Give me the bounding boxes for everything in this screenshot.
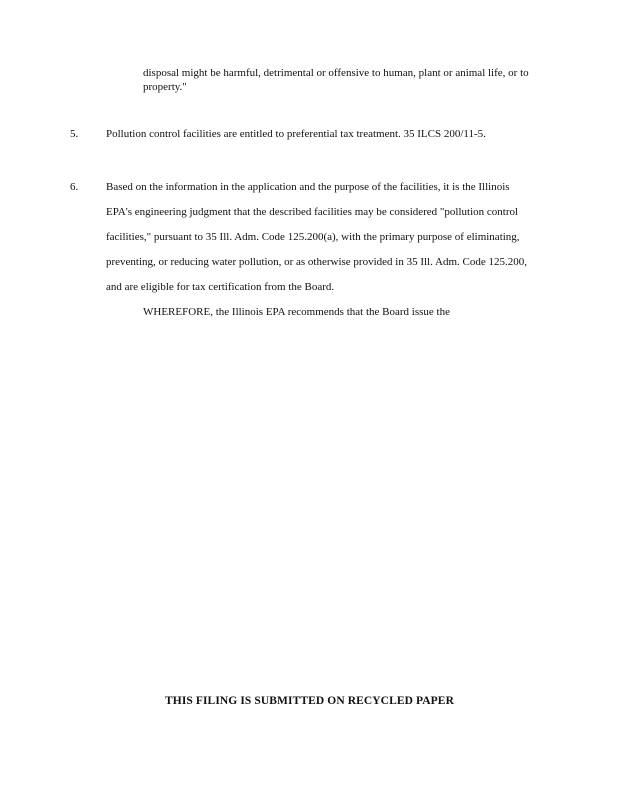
paragraph-number: 6. [70,181,79,193]
paragraph-line: facilities," pursuant to 35 Ill. Adm. Code 125.200(a), with the primary purpose of eliminating, [106,231,520,243]
recycled-paper-footer: THIS FILING IS SUBMITTED ON RECYCLED PAPER [165,695,454,707]
paragraph-line: Based on the information in the application and the purpose of the facilities, it is the Illinois [106,181,510,193]
paragraph-number: 5. [70,128,79,140]
continuation-line-1: disposal might be harmful, detrimental or offensive to human, plant or animal life, or to [143,67,529,79]
paragraph-line: EPA's engineering judgment that the described facilities may be considered "pollution control [106,206,519,218]
paragraph-line: preventing, or reducing water pollution, or as otherwise provided in 35 Ill. Adm. Code 125.200, [106,256,527,268]
paragraph-line: Pollution control facilities are entitled to preferential tax treatment. 35 ILCS 200/11-5. [106,128,486,140]
paragraph-line: and are eligible for tax certification from the Board. [106,281,335,293]
wherefore-clause: WHEREFORE, the Illinois EPA recommends that the Board issue the [143,306,450,318]
continuation-line-2: property." [143,81,187,93]
